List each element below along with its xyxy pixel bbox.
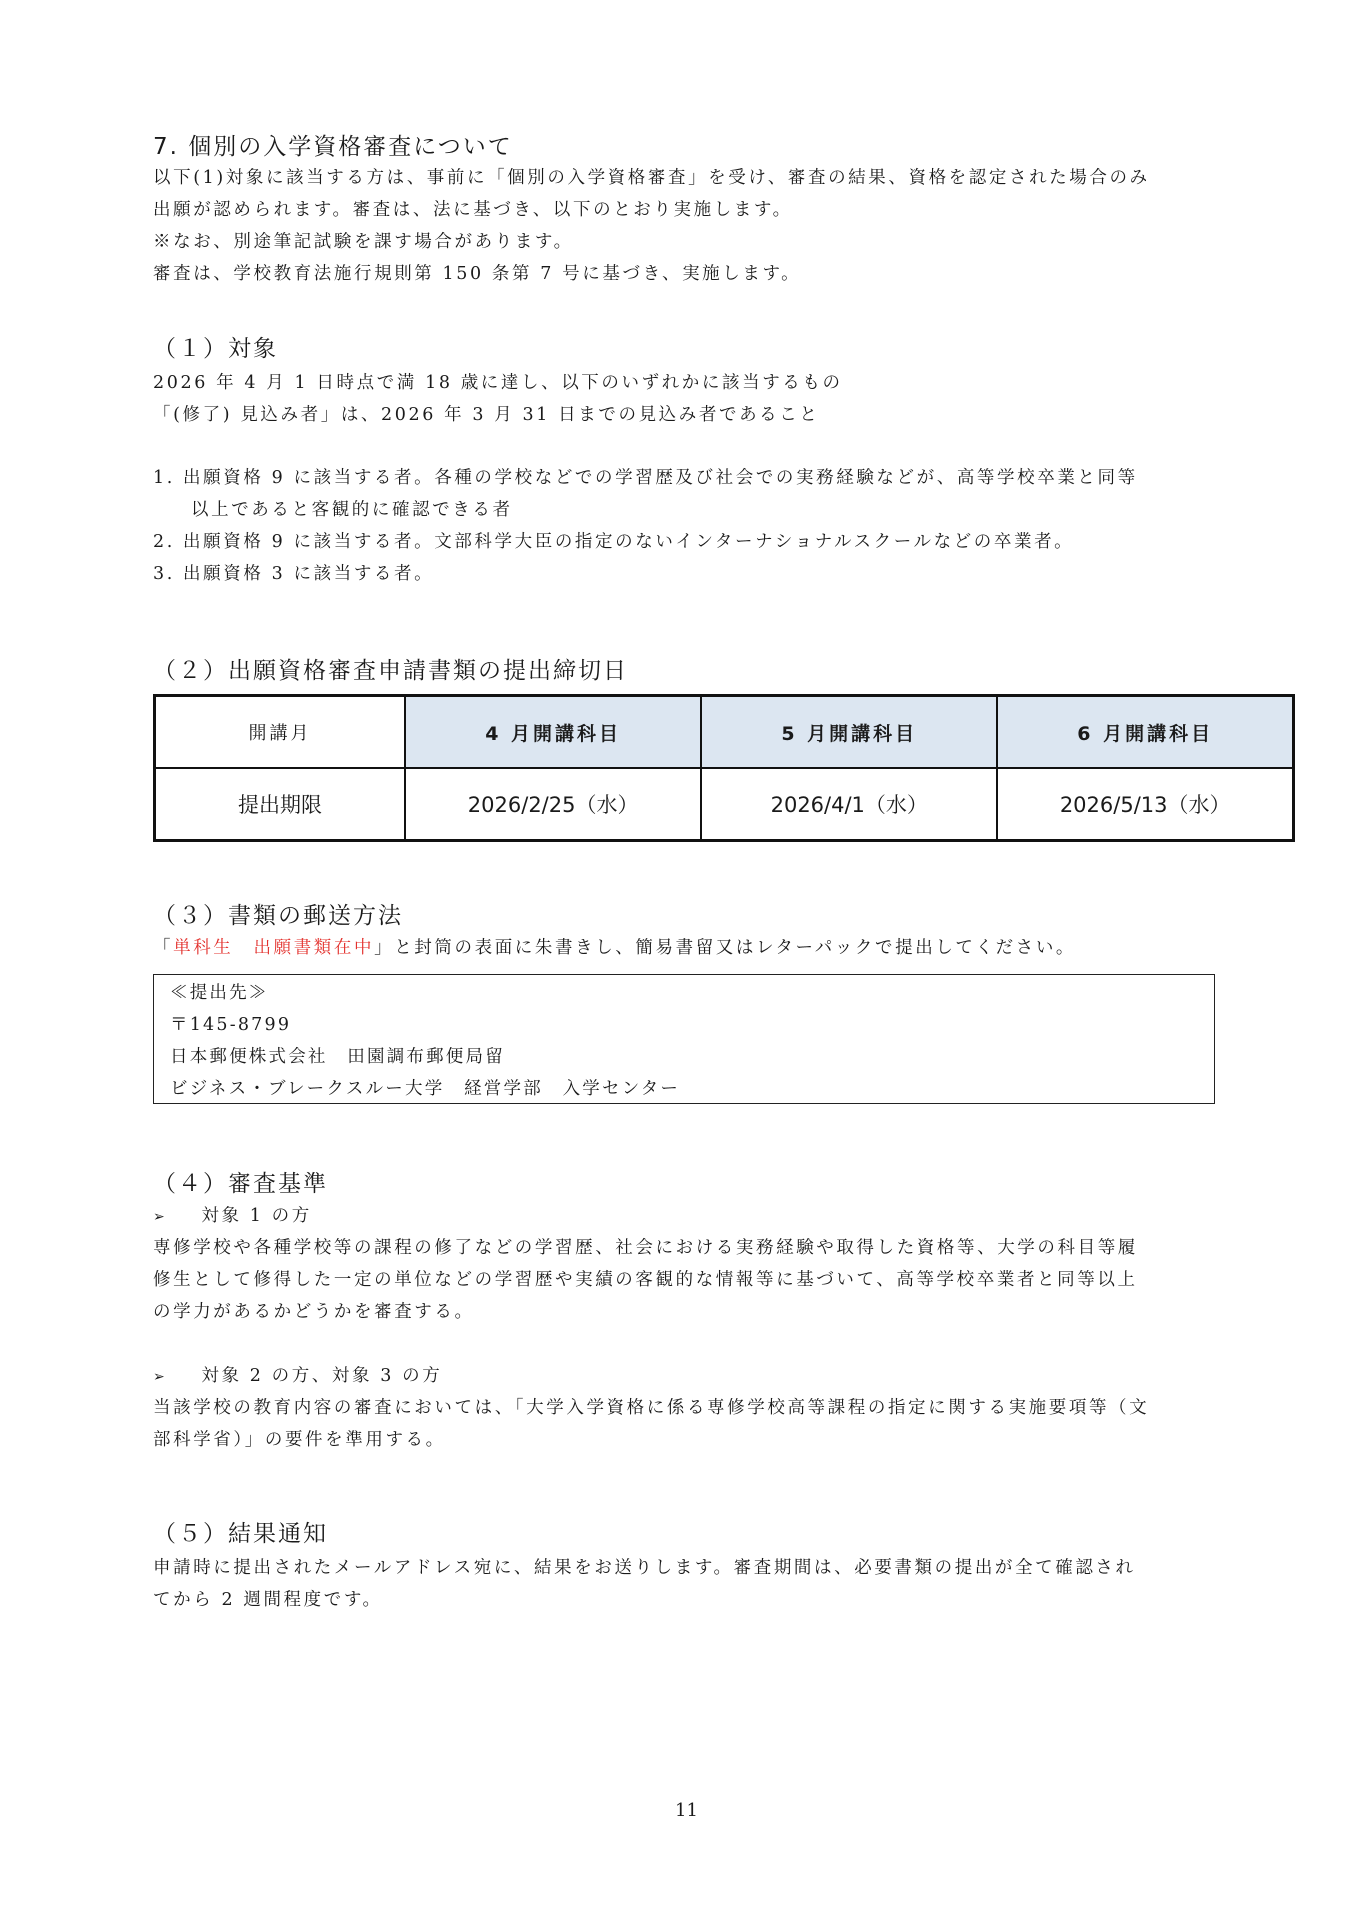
date-cell: 2026/4/1（水） <box>701 768 997 841</box>
criteria-group-title <box>153 1200 312 1233</box>
target-item: 3. 出願資格 3 に該当する者。 <box>153 564 435 584</box>
arrow-bullet-icon: ➢ <box>153 1369 168 1385</box>
month-header-cell: 4 月開講科目 <box>405 696 701 769</box>
intro-line: 以下(1)対象に該当する方は、事前に「個別の入学資格審査」を受け、審査の結果、資格を認定された場合のみ <box>153 168 1150 188</box>
criteria-line: 専修学校や各種学校等の課程の修了などの学習歴、社会における実務経験や取得した資格等、大学の科目等履 <box>153 1238 1138 1258</box>
date-cell: 2026/5/13（水） <box>997 768 1293 841</box>
row-label-cell: 提出期限 <box>155 768 406 841</box>
target-item: 2. 出願資格 9 に該当する者。文部科学大臣の指定のないインターナショナルスクールなどの卒業者。 <box>153 532 1075 552</box>
criteria-line: 修生として修得した一定の単位などの学習歴や実績の客観的な情報等に基づいて、高等学校卒業者と同等以上 <box>153 1270 1138 1290</box>
date-cell: 2026/2/25（水） <box>405 768 701 841</box>
result-line: てから 2 週間程度です。 <box>153 1590 383 1610</box>
target-line: 「(修了) 見込み者」は、2026 年 3 月 31 日までの見込み者であること <box>153 405 820 425</box>
target-item-continuation: 以上であると客観的に確認できる者 <box>191 500 513 520</box>
mailing-note <box>153 932 1076 964</box>
result-line: 申請時に提出されたメールアドレス宛に、結果をお送りします。審査期間は、必要書類の提出が全て確認され <box>153 1558 1136 1578</box>
arrow-bullet-icon: ➢ <box>153 1209 168 1225</box>
mailing-heading: （３）書類の郵送方法 <box>153 903 403 929</box>
address-line: 〒145-8799 <box>170 1015 292 1035</box>
criteria-group-title <box>153 1360 442 1393</box>
table-header-row <box>155 696 1294 769</box>
month-header-cell: 5 月開講科目 <box>701 696 997 769</box>
deadline-table <box>153 694 1295 842</box>
intro-line: 審査は、学校教育法施行規則第 150 条第 7 号に基づき、実施します。 <box>153 264 802 284</box>
page-number: 11 <box>675 1800 698 1821</box>
address-line: 日本郵便株式会社 田園調布郵便局留 <box>170 1047 505 1067</box>
criteria-group-title-text: 対象 1 の方 <box>201 1206 312 1226</box>
criteria-line: 当該学校の教育内容の審査においては、「大学入学資格に係る専修学校高等課程の指定に関する実施要項等（文 <box>153 1398 1150 1418</box>
mailing-note-rest: 」と封筒の表面に朱書きし、簡易書留又はレターパックで提出してください。 <box>374 938 1077 958</box>
target-line: 2026 年 4 月 1 日時点で満 18 歳に達し、以下のいずれかに該当するもの <box>153 373 843 393</box>
criteria-line: の学力があるかどうかを審査する。 <box>153 1302 475 1322</box>
criteria-group-title-text: 対象 2 の方、対象 3 の方 <box>201 1366 443 1386</box>
section-title: 7. 個別の入学資格審査について <box>153 134 513 160</box>
address-line: ≪提出先≫ <box>170 983 269 1003</box>
mailing-note-red: 単科生 出願書類在中 <box>173 938 375 958</box>
target-heading: （１）対象 <box>153 336 278 362</box>
header-label-cell: 開講月 <box>155 696 406 769</box>
criteria-line: 部科学省）」の要件を準用する。 <box>153 1430 446 1450</box>
month-header-cell: 6 月開講科目 <box>997 696 1293 769</box>
criteria-heading: （４）審査基準 <box>153 1171 328 1197</box>
target-item: 1. 出願資格 9 に該当する者。各種の学校などでの学習歴及び社会での実務経験などが、高等学校卒業と同等 <box>153 468 1138 488</box>
intro-line: ※なお、別途筆記試験を課す場合があります。 <box>153 232 574 252</box>
intro-line: 出願が認められます。審査は、法に基づき、以下のとおり実施します。 <box>153 200 793 220</box>
table-row <box>155 768 1294 841</box>
mailing-note-open: 「 <box>153 938 174 958</box>
address-box <box>153 974 1215 1104</box>
result-heading: （５）結果通知 <box>153 1521 328 1547</box>
address-line: ビジネス・ブレークスルー大学 経営学部 入学センター <box>170 1079 681 1099</box>
deadline-heading: （２）出願資格審査申請書類の提出締切日 <box>153 658 628 684</box>
